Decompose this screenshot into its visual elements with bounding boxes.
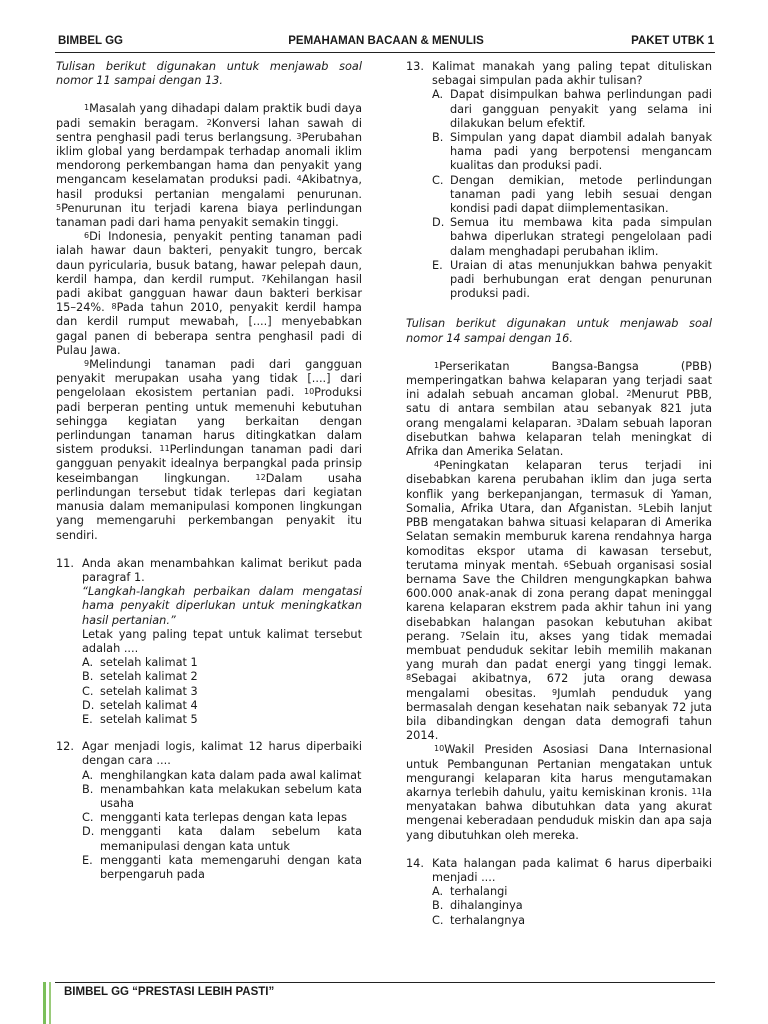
header-right: PAKET UTBK 1 xyxy=(631,35,714,47)
option-label: A. xyxy=(82,768,94,782)
questions-left xyxy=(56,557,362,882)
option-label: D. xyxy=(82,825,95,839)
passage1-intro: Tulisan berikut digunakan untuk menjawab soal nomor 11 sampai dengan 13. xyxy=(56,60,362,88)
sentence-number: 10 xyxy=(434,744,445,754)
sentence-text: Produksi padi berperan penting untuk memenuhi kebutuhan sehingga kegiatan yang berkaitan dengan perlindungan tanaman harus ditingkatkan dalam sistem produksi. xyxy=(56,386,362,457)
sentence-text: Di Indonesia, penyakit penting tanaman padi ialah hawar daun bakteri, penyakit tungro, bercak daun pyricularia, busuk batang, hawar pelepah daun, kerdil hampa, dan kerdil rumput. xyxy=(56,230,362,286)
answer-option xyxy=(432,914,712,928)
sentence-number: 3 xyxy=(576,417,582,427)
option-text: setelah kalimat 4 xyxy=(100,698,198,712)
sentence-number: 2 xyxy=(206,117,212,127)
page-header xyxy=(58,35,714,51)
sentence-number: 7 xyxy=(261,273,267,283)
option-label: E. xyxy=(432,258,443,272)
paragraph xyxy=(406,459,712,743)
sentence-number: 6 xyxy=(84,231,90,241)
footer-text: BIMBEL GG “PRESTASI LEBIH PASTI” xyxy=(64,986,275,998)
passage2-intro: Tulisan berikut digunakan untuk menjawab soal nomor 14 sampai dengan 16. xyxy=(406,317,712,345)
option-text: Dengan demikian, metode perlindungan tanaman padi yang lebih sesuai dengan kondisi padi dapat diimplementasikan. xyxy=(450,173,712,216)
sentence-text: Jumlah penduduk yang bermasalah dengan kesehatan naik sebanyak 72 juta bila dibandingkan dengan data demografi tahun 2014. xyxy=(406,686,712,743)
questions-right-bottom xyxy=(406,857,712,928)
option-text: Semua itu membawa kita pada simpulan bahwa diperlukan strategi pengelolaan padi dalam menghadapi perubahan iklim. xyxy=(450,216,712,258)
header-rule xyxy=(55,52,715,53)
sentence-text: Selain itu, akses yang tidak memadai membuat penduduk sekitar lebih memilih makanan yang murah dan padat energi yang tinggi lemak. xyxy=(406,629,712,672)
paragraph xyxy=(406,360,712,459)
question-quote: “Langkah-langkah perbaikan dalam mengatasi hama penyakit diperlukan untuk meningkatkan hasil pertanian.” xyxy=(82,585,362,627)
sentence-number: 6 xyxy=(563,559,569,569)
sentence-text: Perserikatan Bangsa-Bangsa (PBB) memperingatkan bahwa kelaparan yang terjadi saat ini adalah sebuah ancaman global. xyxy=(406,359,712,402)
sentence-number: 2 xyxy=(626,389,632,399)
sentence-number: 4 xyxy=(434,460,440,470)
option-text: dihalanginya xyxy=(450,899,523,913)
sentence-number: 12 xyxy=(255,472,266,482)
option-text: Uraian di atas menunjukkan bahwa penyakit padi berhubungan erat dengan penurunan produksi padi. xyxy=(450,258,712,301)
question-body xyxy=(82,557,362,727)
sentence-number: 10 xyxy=(303,387,315,397)
question-stem: Kalimat manakah yang paling tepat dituliskan sebagai simpulan pada akhir tulisan? xyxy=(432,60,712,88)
option-label: A. xyxy=(432,885,444,899)
header-left: BIMBEL GG xyxy=(58,35,123,47)
sentence-text: Peningkatan kelaparan terus terjadi ini disebabkan karena perubahan iklim dan juga serta konflik yang berkepanjangan, termasuk di Yaman, Somalia, Afrika Utara, dan Afganistan. xyxy=(406,459,712,515)
question-stem: Kata halangan pada kalimat 6 harus diperbaiki menjadi .... xyxy=(432,856,712,884)
sentence-number: 5 xyxy=(638,502,644,512)
option-text: mengganti kata dalam sebelum kata memanipulasi dengan kata untuk xyxy=(100,825,362,853)
sentence-text: Pada tahun 2010, penyakit kerdil hampa dan kerdil rumput mewabah, [....] menyebabkan gagal panen di beberapa sentra penghasil padi di Pulau Jawa. xyxy=(56,301,362,357)
sentence-number: 8 xyxy=(406,673,412,683)
option-label: B. xyxy=(82,670,94,684)
question-number: 13. xyxy=(406,60,424,73)
answer-option xyxy=(432,885,712,899)
sentence-text: Perubahan iklim global yang berdampak terhadap anomali iklim mendorong perkembangan hama dan penyakit yang mengancam keselamatan produksi padi. xyxy=(56,130,362,187)
footer-accent-bar xyxy=(43,982,46,1024)
sentence-text: Lebih lanjut PBB mengatakan bahwa situasi kelaparan di Amerika Selatan semakin memburuk karena rendahnya harga komoditas ekspor utama di kawasan tersebut, terutama minyak mentah. xyxy=(406,501,712,572)
sentence-number: 8 xyxy=(111,302,117,312)
footer-rule xyxy=(55,982,715,983)
option-text: menghilangkan kata dalam pada awal kalimat xyxy=(100,768,362,782)
question-stem: Anda akan menambahkan kalimat berikut pada paragraf 1. xyxy=(82,556,362,584)
answer-option xyxy=(82,811,362,825)
sentence-number: 1 xyxy=(84,103,90,113)
answer-option xyxy=(432,88,712,131)
answer-option xyxy=(82,685,362,699)
question-number: 12. xyxy=(56,740,74,754)
paragraph xyxy=(56,230,362,358)
questions-right-top xyxy=(406,60,712,301)
question-item xyxy=(56,557,362,727)
option-text: Dapat disimpulkan bahwa perlindungan padi dari gangguan penyakit yang selama ini dilakukan belum efektif. xyxy=(450,88,712,130)
question-item xyxy=(406,857,712,928)
sentence-text: Dalam sebuah laporan disebutkan bahwa kelaparan telah meningkat di Afrika dan Amerika Selatan. xyxy=(406,416,712,459)
question-body xyxy=(432,857,712,928)
header-center: PEMAHAMAN BACAAN & MENULIS xyxy=(288,35,484,47)
option-label: E. xyxy=(82,712,93,726)
sentence-text: Penurunan itu terjadi karena biaya perlindungan tanaman padi dari hama penyakit semakin tinggi. xyxy=(56,201,362,230)
answer-option xyxy=(82,854,362,882)
answer-option xyxy=(82,713,362,727)
option-label: B. xyxy=(432,131,444,145)
question-number: 11. xyxy=(56,556,74,570)
passage1-body xyxy=(56,102,362,542)
sentence-number: 1 xyxy=(434,360,440,370)
sentence-number: 7 xyxy=(460,630,466,640)
option-label: C. xyxy=(82,684,94,698)
option-label: D. xyxy=(82,698,95,712)
option-label: D. xyxy=(432,216,445,230)
question-item xyxy=(406,60,712,301)
sentence-text: Wakil Presiden Asosiasi Dana Internasional untuk Pembangunan Pertanian mengatakan untuk mengurangi kelaparan kita harus mengutamakan akarnya terlebih dahulu, yaitu kemiskinan kronis. xyxy=(406,743,712,799)
sentence-text: Menurut PBB, satu di antara sembilan atau sebanyak 821 juta orang mengalami kelaparan. xyxy=(406,388,712,430)
answer-option xyxy=(82,699,362,713)
sentence-number: 9 xyxy=(552,687,558,697)
left-column xyxy=(56,60,362,882)
question-body xyxy=(82,740,362,882)
sentence-text: Konversi lahan sawah di sentra penghasil padi terus berlangsung. xyxy=(56,116,362,144)
option-label: B. xyxy=(82,782,94,796)
option-text: setelah kalimat 3 xyxy=(100,684,198,698)
answer-option xyxy=(432,216,712,259)
sentence-number: 11 xyxy=(691,786,702,796)
answer-option xyxy=(82,769,362,783)
sentence-number: 3 xyxy=(296,131,302,141)
paragraph xyxy=(406,743,712,842)
sentence-text: Kehilangan hasil padi akibat gangguan hawar daun bakteri berkisar 15–24%. xyxy=(56,272,362,315)
answer-option xyxy=(432,174,712,217)
option-text: terhalangnya xyxy=(450,913,526,927)
answer-option xyxy=(82,825,362,853)
answer-option xyxy=(82,670,362,684)
answer-option xyxy=(432,259,712,302)
footer-accent-bar xyxy=(49,982,51,1024)
option-text: mengganti kata terlepas dengan kata lepas xyxy=(100,811,347,825)
sentence-text: Akibatnya, hasil produksi pertanian mengalami penurunan. xyxy=(56,173,362,201)
answer-option xyxy=(82,656,362,670)
option-text: setelah kalimat 2 xyxy=(100,670,198,684)
sentence-text: Ia menyatakan bahwa dibutuhkan data yang akurat mengenai keberadaan penduduk miskin dan apa saja yang dibutuhkan oleh mereka. xyxy=(406,785,712,842)
sentence-number: 4 xyxy=(296,174,302,184)
sentence-text: Masalah yang dihadapi dalam praktik budi daya padi semakin beragam. xyxy=(56,102,362,130)
option-text: terhalangi xyxy=(450,885,508,899)
paragraph xyxy=(56,102,362,230)
sentence-number: 11 xyxy=(159,444,170,454)
sentence-text: Perlindungan tanaman padi dari gangguan penyakit idealnya berpangkal pada prinsip keseimbangan lingkungan. xyxy=(56,443,362,485)
option-text: setelah kalimat 5 xyxy=(100,712,198,726)
paragraph xyxy=(56,358,362,543)
option-text: Simpulan yang dapat diambil adalah banyak hama padi yang berpotensi mengancam kualitas dan produksi padi. xyxy=(450,131,712,173)
option-label: B. xyxy=(432,899,444,913)
option-label: A. xyxy=(82,656,94,670)
option-label: E. xyxy=(82,853,93,867)
question-stem: Agar menjadi logis, kalimat 12 harus diperbaiki dengan cara .... xyxy=(82,740,362,768)
answer-option xyxy=(432,899,712,913)
answer-option xyxy=(432,131,712,174)
sentence-text: Sebuah organisasi sosial bernama Save the Children mengungkapkan bahwa 600.000 anak-anak di zona perang dapat meninggal karena kelaparan ekstrem pada akhir tahun ini yang disebabkan halangan pasokan kebutuhan akibat perang. xyxy=(406,558,712,643)
question-stem-followup: Letak yang paling tepat untuk kalimat tersebut adalah .... xyxy=(82,627,362,655)
sentence-number: 5 xyxy=(56,202,62,212)
sentence-text: Melindungi tanaman padi dari gangguan penyakit merupakan usaha yang tidak [....] dari pengelolaan ekosistem pertanian padi. xyxy=(56,358,362,400)
option-text: mengganti kata memengaruhi dengan kata berpengaruh pada xyxy=(100,853,362,881)
question-body xyxy=(432,60,712,301)
option-label: C. xyxy=(432,173,444,187)
passage2-body xyxy=(406,360,712,843)
option-label: C. xyxy=(82,811,94,825)
sentence-text: Dalam usaha perlindungan tersebut tidak terlepas dari kegiatan manusia dalam memanipulasi komponen lingkungan yang memengaruhi perkembangan penyakit itu sendiri. xyxy=(56,471,362,542)
option-label: C. xyxy=(432,913,444,927)
answer-option xyxy=(82,783,362,811)
right-column xyxy=(406,60,712,928)
option-text: menambahkan kata melakukan sebelum kata usaha xyxy=(100,782,362,810)
option-text: setelah kalimat 1 xyxy=(100,656,198,670)
question-number: 14. xyxy=(406,856,424,870)
sentence-text: Sebagai akibatnya, 672 juta orang dewasa mengalami obesitas. xyxy=(406,672,712,700)
sentence-number: 9 xyxy=(84,359,90,369)
question-item xyxy=(56,740,362,882)
option-label: A. xyxy=(432,88,444,102)
